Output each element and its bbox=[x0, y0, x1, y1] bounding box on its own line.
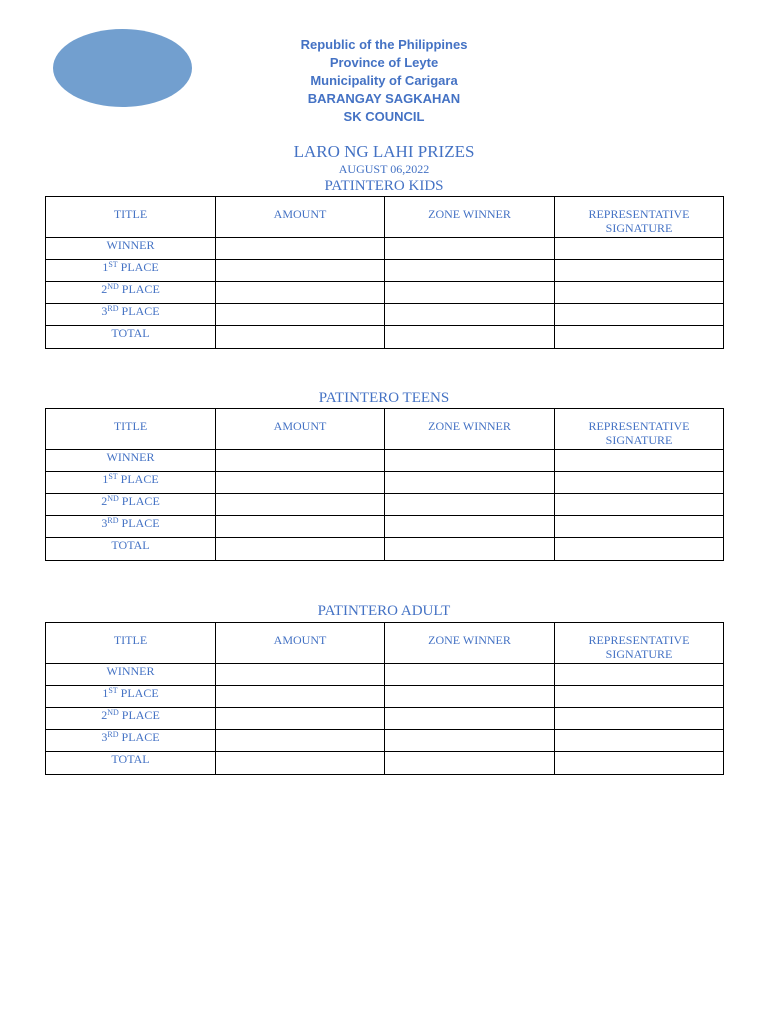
signature-cell[interactable] bbox=[555, 730, 724, 752]
signature-cell[interactable] bbox=[555, 516, 724, 538]
document-date: AUGUST 06,2022 bbox=[338, 162, 430, 176]
amount-cell[interactable] bbox=[216, 238, 385, 260]
amount-cell[interactable] bbox=[216, 260, 385, 282]
logo-placeholder bbox=[53, 29, 192, 107]
signature-cell[interactable] bbox=[555, 686, 724, 708]
row-label-total: TOTAL bbox=[46, 752, 216, 775]
signature-cell[interactable] bbox=[555, 664, 724, 686]
section-title-adult: PATINTERO ADULT bbox=[317, 603, 451, 619]
column-header-signature: REPRESENTATIVE SIGNATURE bbox=[555, 409, 724, 450]
zone-winner-cell[interactable] bbox=[385, 664, 555, 686]
column-header-zone-winner: ZONE WINNER bbox=[385, 409, 555, 450]
table-row bbox=[46, 304, 724, 326]
column-header-zone-winner: ZONE WINNER bbox=[385, 197, 555, 238]
amount-cell[interactable] bbox=[216, 326, 385, 349]
prize-table-adult bbox=[45, 622, 724, 775]
signature-cell[interactable] bbox=[555, 538, 724, 561]
zone-winner-cell[interactable] bbox=[385, 752, 555, 775]
row-label-1st-place: 1ST PLACE bbox=[46, 686, 216, 708]
amount-cell[interactable] bbox=[216, 494, 385, 516]
row-label-3rd-place: 3RD PLACE bbox=[46, 516, 216, 538]
section-title-teens: PATINTERO TEENS bbox=[318, 390, 450, 406]
amount-cell[interactable] bbox=[216, 304, 385, 326]
signature-cell[interactable] bbox=[555, 260, 724, 282]
zone-winner-cell[interactable] bbox=[385, 472, 555, 494]
signature-cell[interactable] bbox=[555, 708, 724, 730]
amount-cell[interactable] bbox=[216, 450, 385, 472]
table-row bbox=[46, 664, 724, 686]
zone-winner-cell[interactable] bbox=[385, 450, 555, 472]
column-header-title: TITLE bbox=[46, 197, 216, 238]
table-header-row bbox=[46, 197, 724, 238]
section-title-kids: PATINTERO KIDS bbox=[324, 178, 444, 194]
amount-cell[interactable] bbox=[216, 664, 385, 686]
signature-cell[interactable] bbox=[555, 326, 724, 349]
row-label-3rd-place: 3RD PLACE bbox=[46, 304, 216, 326]
header-line-barangay: BARANGAY SAGKAHAN bbox=[307, 91, 461, 106]
column-header-title: TITLE bbox=[46, 623, 216, 664]
column-header-amount: AMOUNT bbox=[216, 409, 385, 450]
header-line-municipality: Municipality of Carigara bbox=[310, 73, 458, 88]
table-row bbox=[46, 472, 724, 494]
amount-cell[interactable] bbox=[216, 282, 385, 304]
row-label-winner: WINNER bbox=[46, 664, 216, 686]
signature-cell[interactable] bbox=[555, 238, 724, 260]
column-header-zone-winner: ZONE WINNER bbox=[385, 623, 555, 664]
prize-table-kids bbox=[45, 196, 724, 349]
amount-cell[interactable] bbox=[216, 708, 385, 730]
header-line-council: SK COUNCIL bbox=[343, 109, 425, 124]
zone-winner-cell[interactable] bbox=[385, 516, 555, 538]
row-label-2nd-place: 2ND PLACE bbox=[46, 494, 216, 516]
table-row bbox=[46, 686, 724, 708]
signature-cell[interactable] bbox=[555, 304, 724, 326]
column-header-amount: AMOUNT bbox=[216, 197, 385, 238]
column-header-title: TITLE bbox=[46, 409, 216, 450]
header-line-country: Republic of the Philippines bbox=[300, 37, 468, 52]
row-label-1st-place: 1ST PLACE bbox=[46, 260, 216, 282]
row-label-2nd-place: 2ND PLACE bbox=[46, 282, 216, 304]
column-header-amount: AMOUNT bbox=[216, 623, 385, 664]
row-label-winner: WINNER bbox=[46, 450, 216, 472]
table-row bbox=[46, 538, 724, 561]
prize-table-teens bbox=[45, 408, 724, 561]
zone-winner-cell[interactable] bbox=[385, 708, 555, 730]
amount-cell[interactable] bbox=[216, 516, 385, 538]
amount-cell[interactable] bbox=[216, 752, 385, 775]
zone-winner-cell[interactable] bbox=[385, 260, 555, 282]
row-label-total: TOTAL bbox=[46, 326, 216, 349]
table-row bbox=[46, 282, 724, 304]
row-label-2nd-place: 2ND PLACE bbox=[46, 708, 216, 730]
table-row bbox=[46, 730, 724, 752]
row-label-winner: WINNER bbox=[46, 238, 216, 260]
table-row bbox=[46, 326, 724, 349]
table-row bbox=[46, 708, 724, 730]
table-row bbox=[46, 516, 724, 538]
table-header-row bbox=[46, 409, 724, 450]
zone-winner-cell[interactable] bbox=[385, 494, 555, 516]
zone-winner-cell[interactable] bbox=[385, 538, 555, 561]
table-row bbox=[46, 260, 724, 282]
zone-winner-cell[interactable] bbox=[385, 304, 555, 326]
signature-cell[interactable] bbox=[555, 450, 724, 472]
table-header-row bbox=[46, 623, 724, 664]
table-row bbox=[46, 238, 724, 260]
table-row bbox=[46, 450, 724, 472]
zone-winner-cell[interactable] bbox=[385, 238, 555, 260]
signature-cell[interactable] bbox=[555, 752, 724, 775]
amount-cell[interactable] bbox=[216, 730, 385, 752]
row-label-3rd-place: 3RD PLACE bbox=[46, 730, 216, 752]
amount-cell[interactable] bbox=[216, 472, 385, 494]
column-header-signature: REPRESENTATIVE SIGNATURE bbox=[555, 197, 724, 238]
amount-cell[interactable] bbox=[216, 538, 385, 561]
amount-cell[interactable] bbox=[216, 686, 385, 708]
signature-cell[interactable] bbox=[555, 472, 724, 494]
column-header-signature: REPRESENTATIVE SIGNATURE bbox=[555, 623, 724, 664]
signature-cell[interactable] bbox=[555, 494, 724, 516]
table-row bbox=[46, 752, 724, 775]
row-label-1st-place: 1ST PLACE bbox=[46, 472, 216, 494]
document-header bbox=[214, 36, 554, 126]
zone-winner-cell[interactable] bbox=[385, 282, 555, 304]
row-label-total: TOTAL bbox=[46, 538, 216, 561]
zone-winner-cell[interactable] bbox=[385, 730, 555, 752]
zone-winner-cell[interactable] bbox=[385, 686, 555, 708]
zone-winner-cell[interactable] bbox=[385, 326, 555, 349]
header-line-province: Province of Leyte bbox=[329, 55, 439, 70]
document-title: LARO NG LAHI PRIZES bbox=[293, 142, 475, 161]
signature-cell[interactable] bbox=[555, 282, 724, 304]
table-row bbox=[46, 494, 724, 516]
